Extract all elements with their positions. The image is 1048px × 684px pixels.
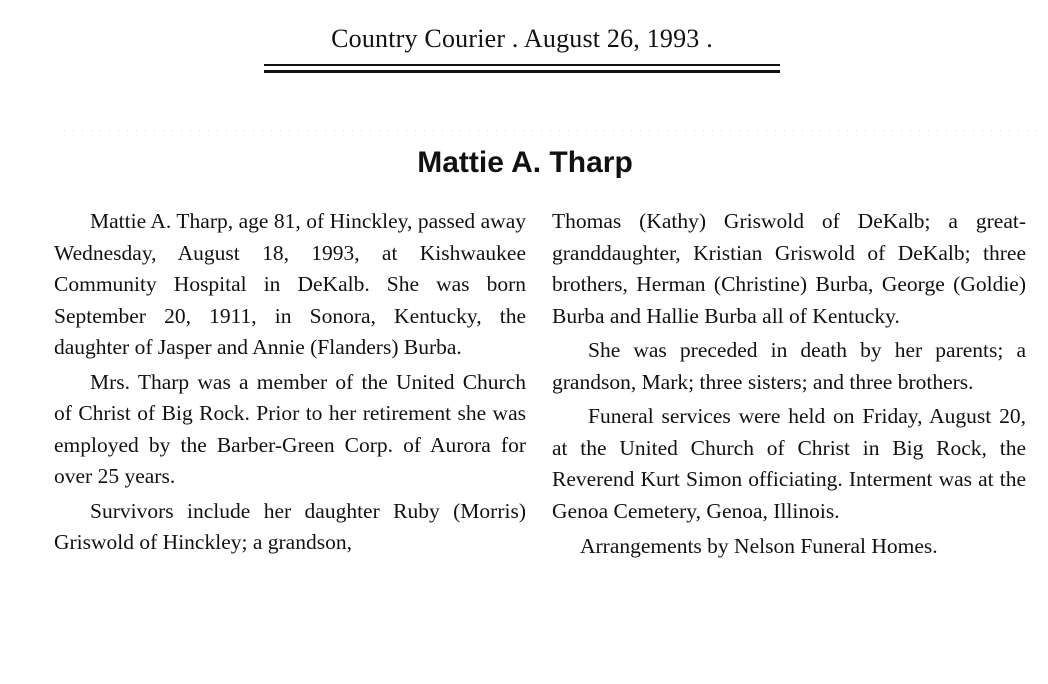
- masthead-rule-thick: [264, 70, 780, 73]
- left-column: [54, 206, 526, 562]
- article-headline: Mattie A. Tharp: [417, 146, 633, 179]
- paragraph-survivors-continued: Thomas (Kathy) Griswold of DeKalb; a great-granddaughter, Kristian Griswold of DeKalb; three brothers, Herman (Christine) Burba, George (Goldie) Burba and Hallie Burba all of Kentucky.: [552, 209, 1026, 328]
- masthead: Country Courier . August 26, 1993 .: [331, 24, 713, 53]
- masthead-rule-thin: [264, 64, 780, 66]
- paragraph-death-notice: Mattie A. Tharp, age 81, of Hinckley, passed away Wednesday, August 18, 1993, at Kishwaukee Community Hospital in DeKalb. She was born September 20, 1911, in Sonora, Kentucky, the daughter of Jasper and Annie (Flanders) Burba.: [54, 209, 526, 359]
- print-specks: [60, 128, 1040, 136]
- paragraph-funeral: Funeral services were held on Friday, August 20, at the United Church of Christ in Big Rock, the Reverend Kurt Simon officiating. Interment was at the Genoa Cemetery, Genoa, Illinois.: [552, 404, 1026, 523]
- right-column: [552, 206, 1026, 566]
- paragraph-survivors: Survivors include her daughter Ruby (Morris) Griswold of Hinckley; a grandson,: [54, 498, 526, 554]
- paragraph-preceded: She was preceded in death by her parents; a grandson, Mark; three sisters; and three brothers.: [552, 338, 1026, 394]
- paragraph-membership: Mrs. Tharp was a member of the United Church of Christ of Big Rock. Prior to her retirement she was employed by the Barber-Green Corp. of Aurora for over 25 years.: [54, 369, 526, 488]
- paragraph-arrangements: Arrangements by Nelson Funeral Homes.: [580, 534, 938, 558]
